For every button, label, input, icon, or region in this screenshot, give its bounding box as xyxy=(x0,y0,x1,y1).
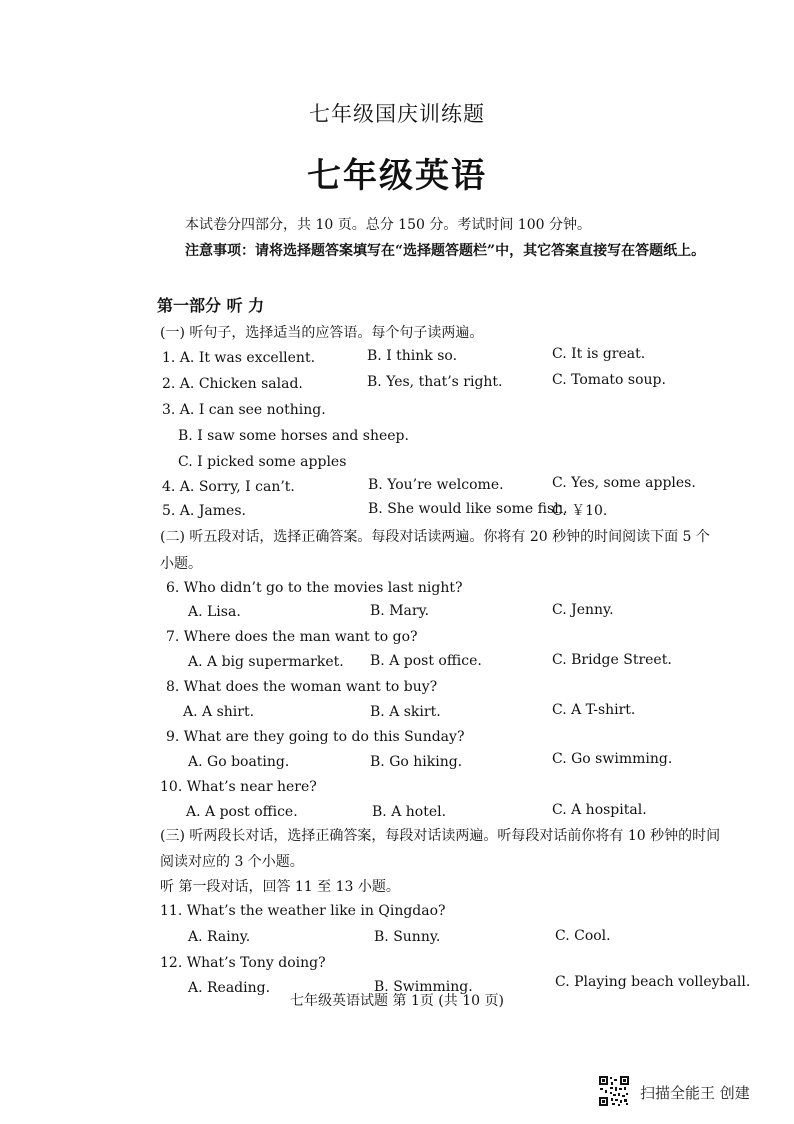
q7-stem: 7. Where does the man want to go? xyxy=(166,629,418,645)
q10-stem: 10. What’s near here? xyxy=(160,779,317,795)
q12-stem: 12. What’s Tony doing? xyxy=(160,955,326,971)
q10-option-c: C. A hospital. xyxy=(552,802,647,818)
q7-option-c: C. Bridge Street. xyxy=(552,652,672,668)
section2-instructions-2: 小题。 xyxy=(160,556,202,572)
section3-subinstruction: 听 第一段对话，回答 11 至 13 小题。 xyxy=(160,879,400,895)
q4-option-a: 4. A. Sorry, I can’t. xyxy=(162,479,295,495)
q11-option-a: A. Rainy. xyxy=(188,929,251,945)
q9-option-c: C. Go swimming. xyxy=(552,751,673,767)
q1-option-b: B. I think so. xyxy=(367,348,458,364)
scanner-watermark-text: 扫描全能王 创建 xyxy=(640,1084,750,1102)
q12-option-a: A. Reading. xyxy=(188,980,271,996)
q8-stem: 8. What does the woman want to buy? xyxy=(166,679,438,695)
q8-option-c: C. A T-shirt. xyxy=(552,702,636,718)
q8-option-b: B. A skirt. xyxy=(370,704,441,720)
q5-option-a: 5. A. James. xyxy=(162,503,246,519)
q6-stem: 6. Who didn’t go to the movies last night? xyxy=(166,580,463,596)
part1-title: 第一部分 听 力 xyxy=(157,296,265,315)
q12-option-c: C. Playing beach volleyball. xyxy=(555,974,751,990)
q4-option-b: B. You’re welcome. xyxy=(368,477,504,493)
section3-instructions-1: (三) 听两段长对话，选择正确答案，每段对话读两遍。听每段对话前你将有 10 秒钟的时间 xyxy=(160,828,721,844)
q3-option-a: 3. A. I can see nothing. xyxy=(162,402,326,418)
q12-option-b: B. Swimming. xyxy=(374,979,473,995)
q3-option-b: B. I saw some horses and sheep. xyxy=(178,428,409,444)
q5-option-c: C. ￥10. xyxy=(552,503,608,519)
document-title: 七年级英语 xyxy=(307,156,487,196)
q5-option-b: B. She would like some fish. xyxy=(368,501,568,517)
section1-instructions: (一) 听句子，选择适当的应答语。每个句子读两遍。 xyxy=(160,325,484,341)
q3-option-c: C. I picked some apples xyxy=(178,454,347,470)
q2-option-a: 2. A. Chicken salad. xyxy=(162,376,303,392)
q9-option-b: B. Go hiking. xyxy=(370,754,463,770)
document-subtitle: 七年级国庆训练题 xyxy=(309,102,485,126)
q6-option-a: A. Lisa. xyxy=(188,604,241,620)
q2-option-c: C. Tomato soup. xyxy=(552,372,666,388)
intro-line-1: 本试卷分四部分，共 10 页。总分 150 分。考试时间 100 分钟。 xyxy=(185,217,591,233)
section3-instructions-2: 阅读对应的 3 个小题。 xyxy=(160,854,304,870)
q8-option-a: A. A shirt. xyxy=(183,704,255,720)
q11-option-b: B. Sunny. xyxy=(374,929,441,945)
q10-option-a: A. A post office. xyxy=(186,804,298,820)
q4-option-c: C. Yes, some apples. xyxy=(552,475,696,491)
q1-option-a: 1. A. It was excellent. xyxy=(162,350,316,366)
section2-instructions-1: (二) 听五段对话，选择正确答案。每段对话读两遍。你将有 20 秒钟的时间阅读下面 5 个 xyxy=(160,529,710,545)
q6-option-c: C. Jenny. xyxy=(552,602,614,618)
qr-code-icon xyxy=(598,1075,630,1107)
q9-option-a: A. Go boating. xyxy=(188,754,290,770)
q11-stem: 11. What’s the weather like in Qingdao? xyxy=(160,903,446,919)
q1-option-c: C. It is great. xyxy=(552,346,646,362)
q7-option-b: B. A post office. xyxy=(370,653,482,669)
page-footer: 七年级英语试题 第 1页 (共 10 页) xyxy=(290,993,504,1009)
q2-option-b: B. Yes, that’s right. xyxy=(367,374,503,390)
q9-stem: 9. What are they going to do this Sunday? xyxy=(166,729,465,745)
q6-option-b: B. Mary. xyxy=(370,603,430,619)
q10-option-b: B. A hotel. xyxy=(372,804,447,820)
intro-line-2: 注意事项：请将选择题答案填写在“选择题答题栏”中，其它答案直接写在答题纸上。 xyxy=(185,243,706,259)
q11-option-c: C. Cool. xyxy=(555,928,611,944)
q7-option-a: A. A big supermarket. xyxy=(188,654,344,670)
